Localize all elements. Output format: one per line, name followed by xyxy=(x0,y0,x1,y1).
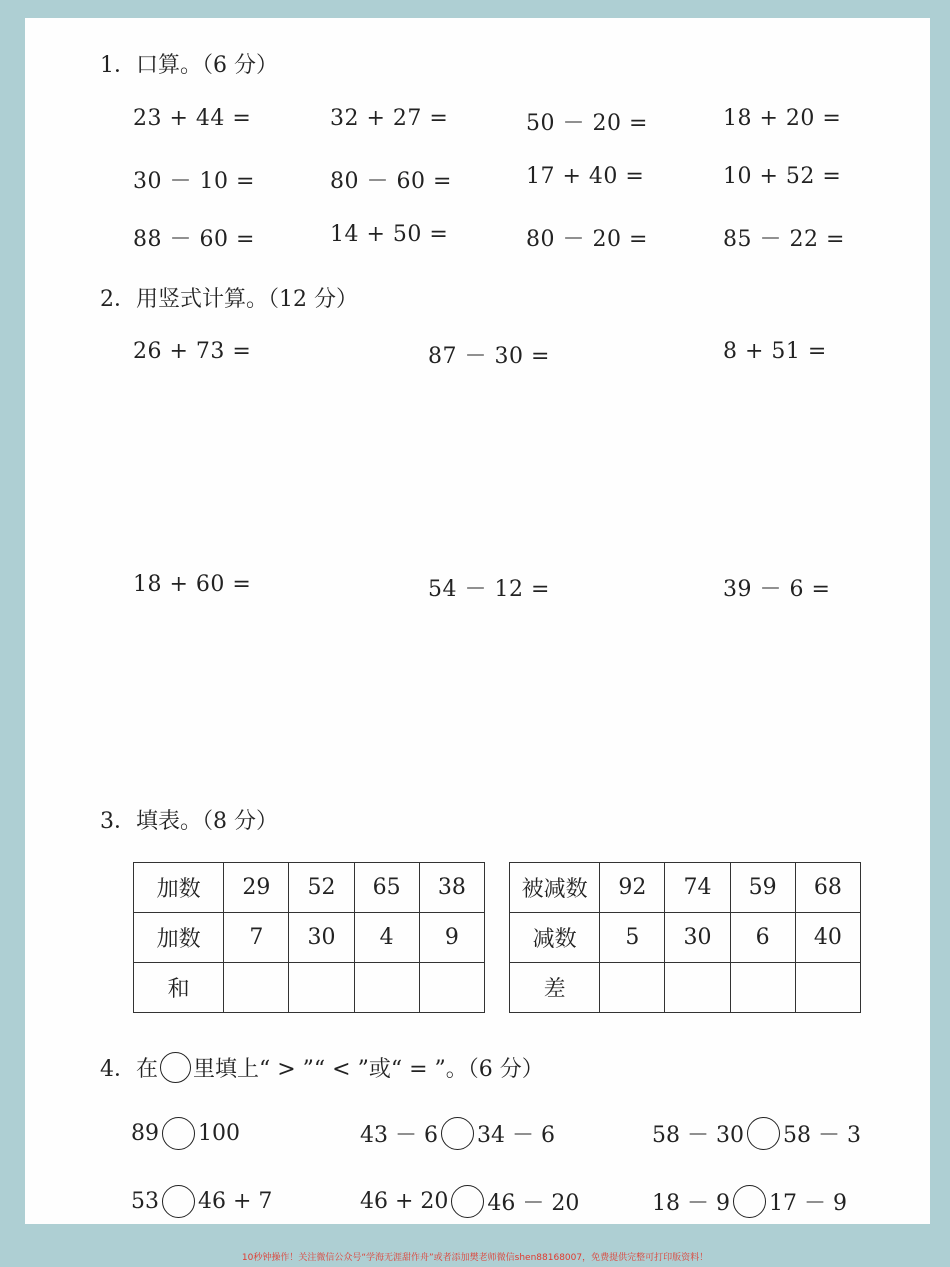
oral-item: 14 + 50 = xyxy=(330,222,449,247)
vertical-calc-item: 87 － 30 = xyxy=(428,344,550,369)
vertical-calc-item: 18 + 60 = xyxy=(133,572,252,597)
table-cell: 38 xyxy=(419,863,484,913)
table-row xyxy=(134,913,485,963)
footer-notice: 10秒钟操作！关注微信公众号“学海无涯甜作舟”或者添加樊老师微信shen88168007，免费提供完整可打印版资料！ xyxy=(241,1253,709,1263)
table-row xyxy=(510,863,861,913)
answer-cell[interactable] xyxy=(224,963,289,1013)
section3-title: 3．填表。（8 分） xyxy=(100,809,278,834)
vertical-calc-item: 39 － 6 = xyxy=(723,577,831,602)
table-cell: 29 xyxy=(224,863,289,913)
worksheet-page xyxy=(25,18,930,1224)
table-cell: 4 xyxy=(354,913,419,963)
table-cell: 92 xyxy=(600,863,665,913)
compare-left: 43 － 6 xyxy=(360,1123,438,1148)
answer-cell[interactable] xyxy=(730,963,795,1013)
compare-right: 100 xyxy=(198,1121,240,1146)
table-cell: 59 xyxy=(730,863,795,913)
section4-title xyxy=(100,1052,544,1083)
compare-right: 46 － 20 xyxy=(487,1191,580,1216)
table-cell: 68 xyxy=(795,863,860,913)
answer-cell[interactable] xyxy=(600,963,665,1013)
compare-item xyxy=(652,1117,861,1150)
compare-left: 53 xyxy=(131,1189,159,1214)
compare-right: 46 + 7 xyxy=(198,1189,273,1214)
table-header-cell: 差 xyxy=(510,963,600,1013)
table-cell: 65 xyxy=(354,863,419,913)
compare-left: 58 － 30 xyxy=(652,1123,744,1148)
table-row xyxy=(510,963,861,1013)
vertical-calc-item: 54 － 12 = xyxy=(428,577,550,602)
compare-right: 58 － 3 xyxy=(782,1123,861,1148)
oral-item: 32 + 27 = xyxy=(330,106,449,131)
compare-circle-blank[interactable] xyxy=(747,1117,780,1150)
section4-title-suffix: 里填上“ > ”“ < ”或“ = ”。（6 分） xyxy=(193,1057,544,1082)
table-row xyxy=(134,863,485,913)
compare-right: 17 － 9 xyxy=(768,1191,847,1216)
table-header-cell: 和 xyxy=(134,963,224,1013)
table-cell: 6 xyxy=(730,913,795,963)
vertical-calc-item: 26 + 73 = xyxy=(133,339,252,364)
oral-item: 17 + 40 = xyxy=(526,164,645,189)
section4-title-prefix: 4．在 xyxy=(100,1057,158,1082)
compare-item xyxy=(360,1185,579,1218)
oral-item: 80 － 60 = xyxy=(330,169,452,194)
table-cell: 7 xyxy=(224,913,289,963)
compare-item xyxy=(131,1117,240,1150)
compare-circle-blank[interactable] xyxy=(441,1117,474,1150)
table-header-cell: 被减数 xyxy=(510,863,600,913)
oral-item: 30 － 10 = xyxy=(133,169,255,194)
answer-cell[interactable] xyxy=(665,963,730,1013)
answer-cell[interactable] xyxy=(795,963,860,1013)
table-header-cell: 加数 xyxy=(134,913,224,963)
table-cell: 52 xyxy=(289,863,354,913)
compare-right: 34 － 6 xyxy=(476,1123,555,1148)
answer-cell[interactable] xyxy=(354,963,419,1013)
oral-item: 85 － 22 = xyxy=(723,227,845,252)
compare-left: 46 + 20 xyxy=(360,1189,449,1214)
compare-item xyxy=(652,1185,847,1218)
table-cell: 30 xyxy=(665,913,730,963)
section1-title: 1．口算。（6 分） xyxy=(100,53,278,78)
subtraction-table xyxy=(509,862,861,1013)
oral-item: 80 － 20 = xyxy=(526,227,648,252)
compare-left: 18 － 9 xyxy=(652,1191,730,1216)
table-cell: 5 xyxy=(600,913,665,963)
oral-item: 18 + 20 = xyxy=(723,106,842,131)
compare-circle-blank[interactable] xyxy=(451,1185,484,1218)
addition-table xyxy=(133,862,485,1013)
table-row xyxy=(510,913,861,963)
compare-item xyxy=(131,1185,272,1218)
compare-circle-blank[interactable] xyxy=(733,1185,766,1218)
compare-circle-blank[interactable] xyxy=(162,1185,195,1218)
oral-item: 23 + 44 = xyxy=(133,106,252,131)
table-row xyxy=(134,963,485,1013)
vertical-calc-item: 8 + 51 = xyxy=(723,339,827,364)
oral-item: 88 － 60 = xyxy=(133,227,255,252)
oral-item: 50 － 20 = xyxy=(526,111,648,136)
answer-cell[interactable] xyxy=(419,963,484,1013)
compare-item xyxy=(360,1117,555,1150)
table-header-cell: 加数 xyxy=(134,863,224,913)
table-cell: 74 xyxy=(665,863,730,913)
table-cell: 30 xyxy=(289,913,354,963)
circle-icon xyxy=(160,1052,191,1083)
table-cell: 40 xyxy=(795,913,860,963)
table-cell: 9 xyxy=(419,913,484,963)
answer-cell[interactable] xyxy=(289,963,354,1013)
table-header-cell: 减数 xyxy=(510,913,600,963)
oral-item: 10 + 52 = xyxy=(723,164,842,189)
compare-circle-blank[interactable] xyxy=(162,1117,195,1150)
compare-left: 89 xyxy=(131,1121,159,1146)
section2-title: 2．用竖式计算。（12 分） xyxy=(100,287,358,312)
